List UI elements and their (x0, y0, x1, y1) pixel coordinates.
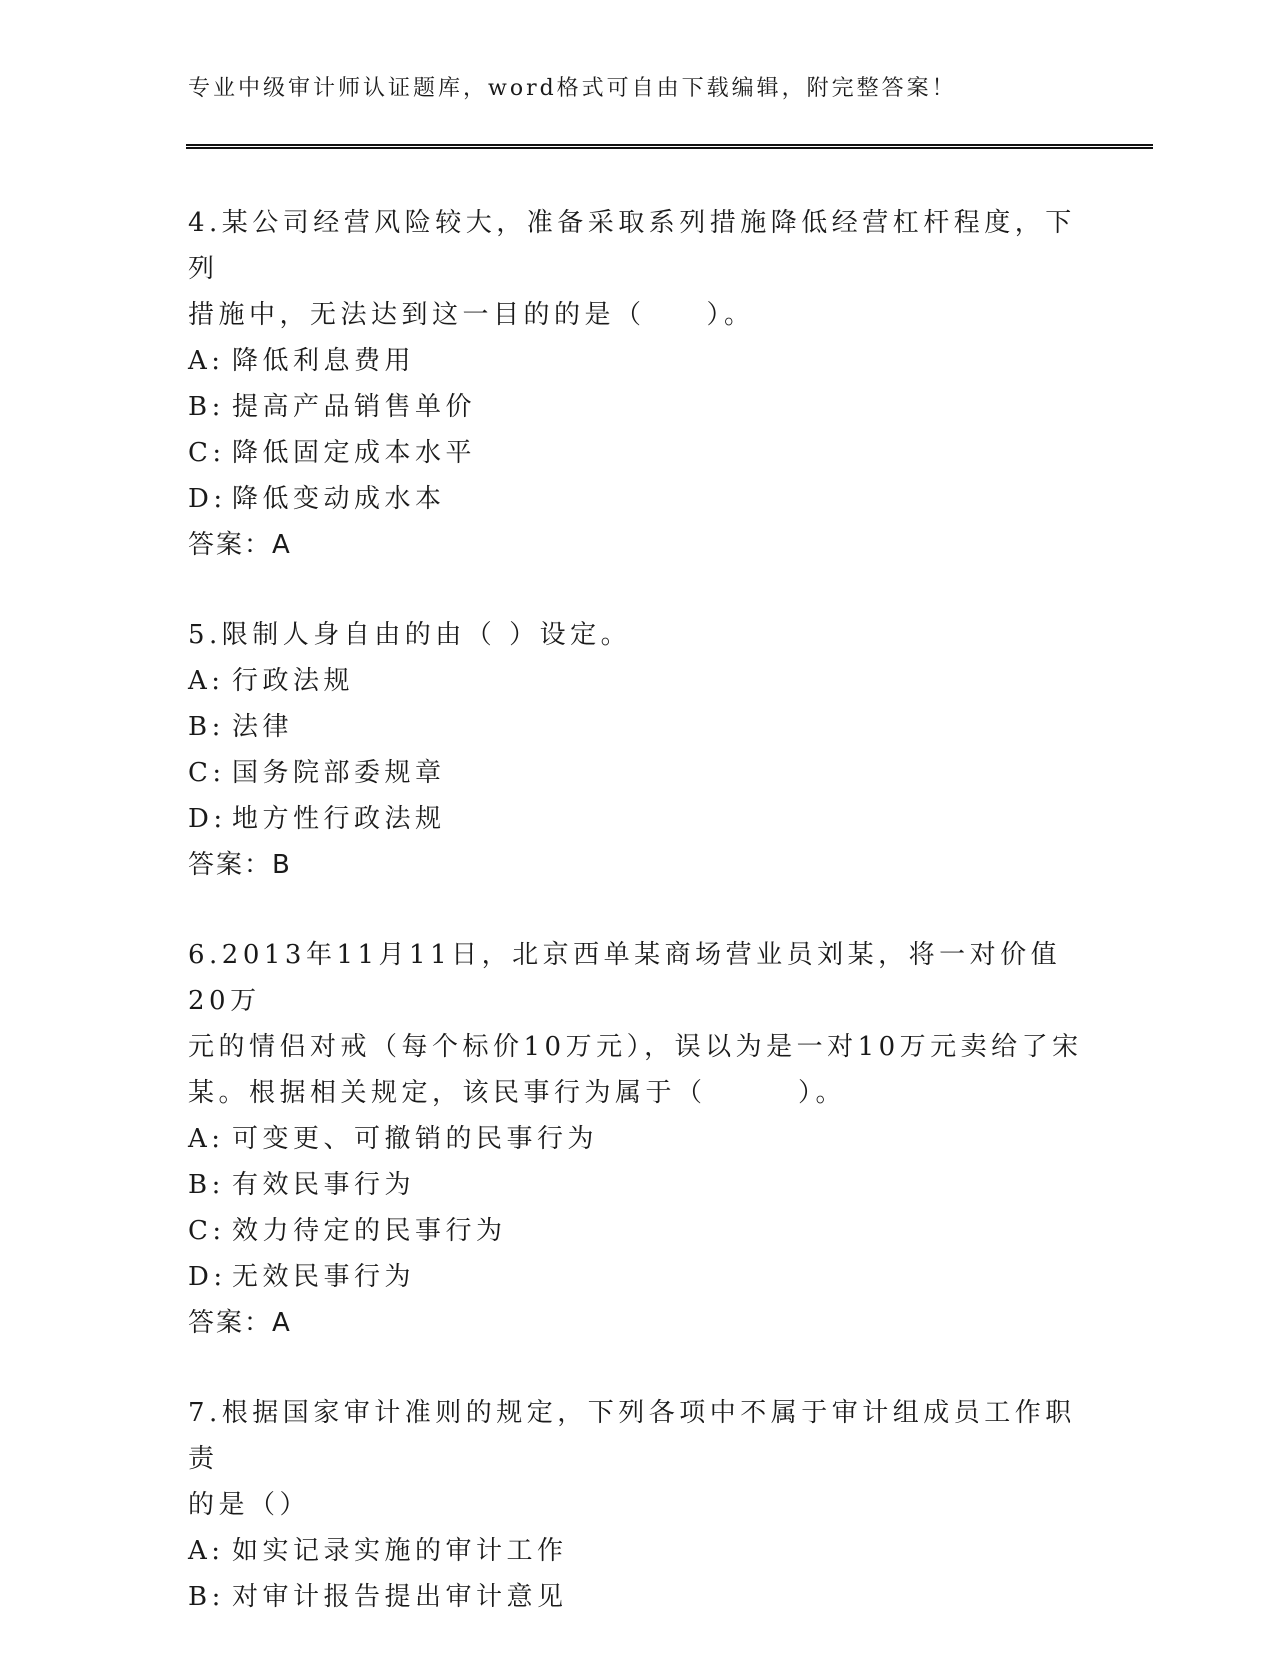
answer-line: 答案：B (188, 850, 292, 880)
option-letter: B: (188, 392, 225, 422)
answer-line: 答案：A (188, 530, 292, 560)
option-text: 如实记录实施的审计工作 (232, 1536, 568, 1566)
option-letter: D: (188, 804, 227, 834)
option-b (188, 384, 1088, 430)
option-text: 降低利息费用 (232, 346, 416, 376)
header-divider (186, 144, 1153, 149)
document-header: 专业中级审计师认证题库，word格式可自由下载编辑，附完整答案！ (188, 76, 957, 101)
question-stem-line: 6.2013年11月11日，北京西单某商场营业员刘某，将一对价值20万 (188, 940, 1062, 1016)
question-7 (188, 1390, 1088, 1620)
option-letter: A: (188, 1536, 225, 1566)
option-a (188, 1116, 1088, 1162)
option-letter: B: (188, 1170, 225, 1200)
option-letter: B: (188, 1582, 225, 1612)
option-letter: C: (188, 438, 226, 468)
option-c (188, 1208, 1088, 1254)
option-b (188, 1574, 1088, 1620)
option-text: 无效民事行为 (232, 1262, 416, 1292)
option-text: 提高产品销售单价 (232, 392, 477, 422)
question-stem-line: 某。根据相关规定，该民事行为属于（ ）。 (188, 1078, 847, 1108)
option-letter: C: (188, 1216, 226, 1246)
option-letter: D: (188, 484, 227, 514)
option-d (188, 1254, 1088, 1300)
option-text: 效力待定的民事行为 (232, 1216, 507, 1246)
question-stem-line: 元的情侣对戒（每个标价10万元），误以为是一对10万元卖给了宋 (188, 1032, 1083, 1062)
option-letter: A: (188, 346, 225, 376)
option-text: 降低变动成水本 (232, 484, 446, 514)
question-6 (188, 932, 1088, 1346)
answer-line: 答案：A (188, 1308, 292, 1338)
option-text: 有效民事行为 (232, 1170, 416, 1200)
option-text: 可变更、可撤销的民事行为 (232, 1124, 599, 1154)
option-letter: D: (188, 1262, 227, 1292)
option-d (188, 476, 1088, 522)
option-b (188, 1162, 1088, 1208)
option-letter: A: (188, 666, 225, 696)
option-d (188, 796, 1088, 842)
option-c (188, 750, 1088, 796)
question-5 (188, 612, 1088, 888)
option-text: 降低固定成本水平 (232, 438, 477, 468)
question-stem-line: 4.某公司经营风险较大，准备采取系列措施降低经营杠杆程度，下列 (188, 208, 1076, 284)
option-text: 法律 (232, 712, 294, 742)
question-stem-line: 的是（） (188, 1490, 311, 1520)
option-letter: A: (188, 1124, 225, 1154)
question-list (188, 200, 1088, 1664)
option-letter: B: (188, 712, 225, 742)
option-b (188, 704, 1088, 750)
question-stem-line: 7.根据国家审计准则的规定，下列各项中不属于审计组成员工作职责 (188, 1398, 1076, 1474)
option-a (188, 658, 1088, 704)
option-text: 国务院部委规章 (232, 758, 446, 788)
option-letter: C: (188, 758, 226, 788)
option-c (188, 430, 1088, 476)
option-text: 地方性行政法规 (232, 804, 446, 834)
question-4 (188, 200, 1088, 568)
question-stem-line: 5.限制人身自由的由（ ）设定。 (188, 620, 632, 650)
option-text: 行政法规 (232, 666, 355, 696)
option-a (188, 338, 1088, 384)
option-a (188, 1528, 1088, 1574)
option-text: 对审计报告提出审计意见 (232, 1582, 568, 1612)
question-stem-line: 措施中，无法达到这一目的的是（ ）。 (188, 300, 755, 330)
